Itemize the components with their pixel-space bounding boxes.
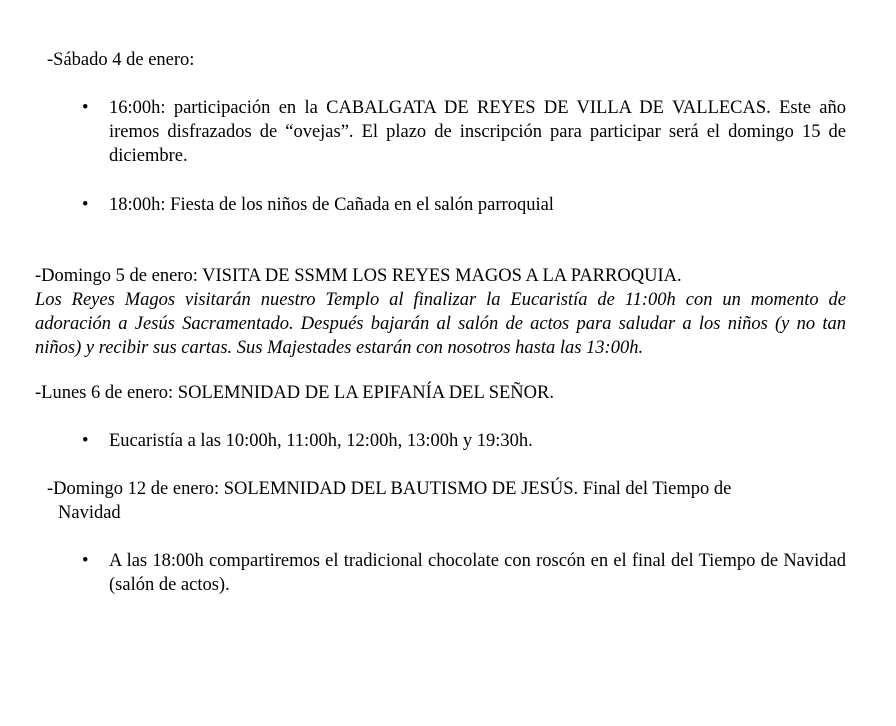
bullet-icon: • [82,98,89,118]
monday6-heading: -Lunes 6 de enero: SOLEMNIDAD DE LA EPIFANÍA DEL SEÑOR. [35,383,554,403]
sunday12-item-1: A las 18:00h compartiremos el tradicional chocolate con roscón en el final del Tiempo de Navidad (salón de actos). [109,551,846,595]
sunday12-heading [47,477,846,525]
saturday-heading: -Sábado 4 de enero: [47,50,195,70]
saturday-item-1: 16:00h: participación en la CABALGATA DE REYES DE VILLA DE VALLECAS. Este año iremos disfrazados de “ovejas”. El plazo de inscripción para participar será el domingo 15 de diciembre. [109,98,846,166]
bullet-icon: • [82,195,89,215]
bullet-icon: • [82,551,89,571]
monday6-item-1: Eucaristía a las 10:00h, 11:00h, 12:00h, 13:00h y 19:30h. [109,431,533,451]
saturday-item-2: 18:00h: Fiesta de los niños de Cañada en el salón parroquial [109,195,554,215]
sunday12-heading-line1: -Domingo 12 de enero: SOLEMNIDAD DEL BAUTISMO DE JESÚS. Final del Tiempo de [47,479,732,499]
sunday5-heading: -Domingo 5 de enero: VISITA DE SSMM LOS REYES MAGOS A LA PARROQUIA. [35,266,682,286]
bullet-icon: • [82,431,89,451]
sunday5-description: Los Reyes Magos visitarán nuestro Templo al finalizar la Eucaristía de 11:00h con un momento de adoración a Jesús Sacramentado. Después bajarán al salón de actos para saludar a los niños (y no tan niños) y recibir sus cartas. Sus Majestades estarán con nosotros hasta las 13:00h. [35,290,846,358]
sunday12-heading-line2: Navidad [58,503,121,523]
